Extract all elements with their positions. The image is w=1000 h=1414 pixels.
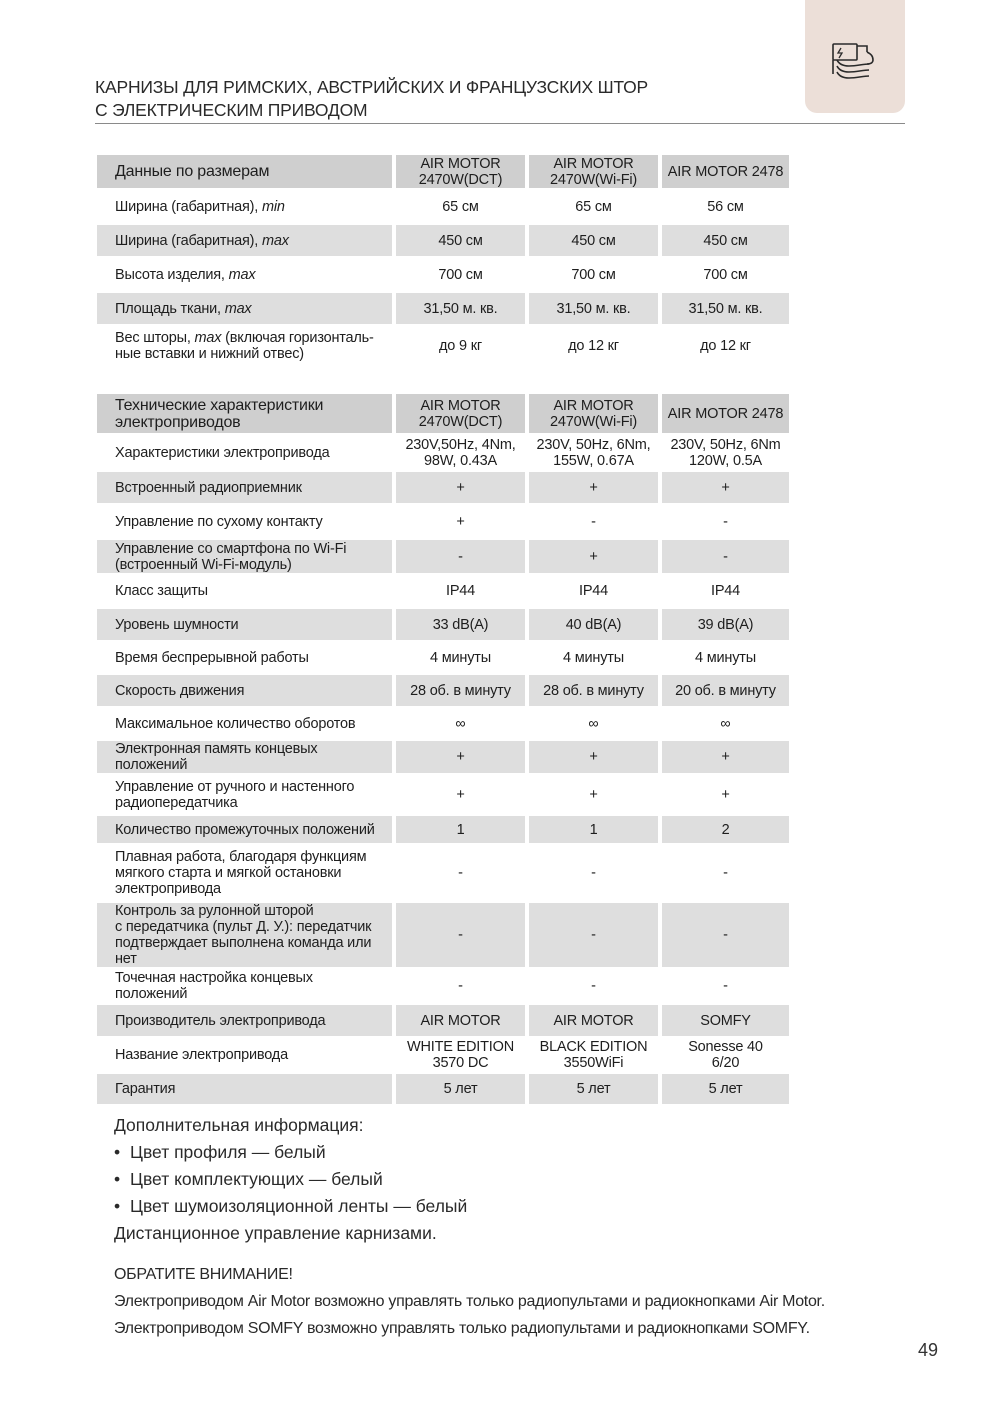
row-label: Гарантия [97, 1074, 392, 1104]
table-row [97, 293, 789, 324]
table-row [97, 816, 789, 843]
cell: - [723, 865, 728, 881]
cell: 4 минуты [430, 649, 491, 666]
cell: 28 об. в минуту [396, 675, 525, 706]
row-label: Электронная память концевых положений [97, 741, 392, 773]
row-label: Высота изделия, max [115, 266, 256, 283]
row-label: Производитель электропривода [97, 1005, 392, 1036]
row-label: Встроенный радиоприемник [97, 472, 392, 503]
header-col1: AIR MOTOR 2470W(DCT) [396, 155, 525, 188]
table-row [97, 903, 789, 967]
table-row [97, 225, 789, 256]
cell: BLACK EDITION 3550WiFi [539, 1039, 648, 1071]
cell: - [723, 978, 728, 994]
table-row [97, 327, 789, 365]
cell: 5 лет [396, 1074, 525, 1104]
list-item: • Цвет шумоизоляционной ленты — белый [114, 1196, 468, 1216]
row-label: Характеристики электропривода [115, 444, 330, 461]
additional-info [114, 1112, 874, 1342]
table-header-row [97, 394, 789, 433]
cell: 700 см [571, 266, 616, 283]
table-row [97, 540, 789, 573]
cell: 700 см [703, 266, 748, 283]
cell: до 9 кг [439, 338, 482, 354]
cell: 4 минуты [563, 649, 624, 666]
notes-intro: Дополнительная информация: [114, 1115, 364, 1135]
cell: 65 см [442, 198, 479, 215]
cell: Sonesse 40 6/20 [688, 1039, 763, 1071]
cell: IP44 [710, 583, 741, 599]
row-label: Управление со смартфона по Wi-Fi (встроенный Wi-Fi-модуль) [97, 540, 392, 573]
cell: 450 см [396, 225, 525, 256]
table-row [97, 576, 789, 606]
cell: - [458, 978, 463, 994]
section-tab [805, 0, 905, 113]
cell: 65 см [575, 198, 612, 215]
row-label: Ширина (габаритная), min [115, 198, 285, 215]
row-label: Время беспрерывной работы [115, 649, 309, 666]
row-label: Точечная настройка концевых положений [115, 970, 313, 1002]
header-col1: AIR MOTOR 2470W(DCT) [396, 394, 525, 433]
cell: + [662, 741, 789, 773]
row-label: Площадь ткани, max [97, 293, 392, 324]
warning-somfy: Электроприводом SOMFY возможно управлять только радиопультами и радиокнопками SOMFY. [114, 1320, 810, 1337]
list-item: • Цвет комплектующих — белый [114, 1169, 383, 1189]
table-row [97, 846, 789, 900]
cell: + [529, 472, 658, 503]
page-title-line2: С ЭЛЕКТРИЧЕСКИМ ПРИВОДОМ [95, 100, 368, 120]
row-label: Управление по сухому контакту [115, 513, 323, 530]
cell: 230V,50Hz, 4Nm, 98W, 0.43A [405, 436, 516, 469]
cell: ∞ [720, 715, 731, 732]
cell: ∞ [455, 715, 466, 732]
table-row [97, 1074, 789, 1104]
table-row [97, 506, 789, 537]
cell: 5 лет [529, 1074, 658, 1104]
cell: 31,50 м. кв. [662, 293, 789, 324]
cell: + [456, 513, 465, 530]
cell: 1 [396, 816, 525, 843]
cell: - [396, 540, 525, 573]
cell: 2 [662, 816, 789, 843]
cell: 56 см [707, 198, 744, 215]
page-number: 49 [918, 1340, 939, 1360]
row-label: Скорость движения [97, 675, 392, 706]
dimensions-table [93, 152, 793, 368]
cell: + [396, 741, 525, 773]
table-header-row [97, 155, 789, 188]
cell: + [529, 540, 658, 573]
cell: - [529, 903, 658, 967]
cell: 33 dB(A) [396, 609, 525, 640]
header-col2: AIR MOTOR 2470W(Wi-Fi) [529, 394, 658, 433]
tech-specs-table [93, 391, 793, 1107]
table-row [97, 776, 789, 813]
table-row [97, 1005, 789, 1036]
cell: 1 [529, 816, 658, 843]
table-row [97, 675, 789, 706]
cell: - [591, 978, 596, 994]
cell: 700 см [438, 266, 483, 283]
row-label: Класс защиты [115, 583, 208, 599]
title-divider [95, 123, 905, 124]
header-label: Технические характеристики электроприводов [97, 394, 392, 433]
header-col3: AIR MOTOR 2478 [662, 155, 789, 188]
roman-blind-motor-icon [827, 38, 879, 82]
table-row [97, 609, 789, 640]
table-row [97, 259, 789, 290]
table-row [97, 472, 789, 503]
list-item: • Цвет профиля — белый [114, 1142, 326, 1162]
cell: 40 dB(A) [529, 609, 658, 640]
cell: 39 dB(A) [662, 609, 789, 640]
header-col3: AIR MOTOR 2478 [662, 394, 789, 433]
cell: 31,50 м. кв. [396, 293, 525, 324]
page-title [95, 76, 735, 122]
cell: IP44 [578, 583, 609, 599]
table-row [97, 1039, 789, 1071]
cell: IP44 [445, 583, 476, 599]
cell: 450 см [662, 225, 789, 256]
row-label: Плавная работа, благодаря функциям мягкого старта и мягкой остановки электропривода [115, 849, 367, 897]
table-row [97, 436, 789, 469]
cell: 20 об. в минуту [662, 675, 789, 706]
table-row [97, 643, 789, 672]
row-label: Максимальное количество оборотов [115, 715, 356, 732]
cell: - [458, 865, 463, 881]
row-label: Управление от ручного и настенного радиопередатчика [115, 778, 355, 811]
cell: AIR MOTOR [396, 1005, 525, 1036]
table-row [97, 191, 789, 222]
cell: 230V, 50Hz, 6Nm, 155W, 0.67A [536, 436, 651, 469]
table-row [97, 970, 789, 1002]
remote-note: Дистанционное управление карнизами. [114, 1223, 437, 1243]
header-col2: AIR MOTOR 2470W(Wi-Fi) [529, 155, 658, 188]
cell: - [396, 903, 525, 967]
cell: + [589, 786, 598, 803]
cell: до 12 кг [700, 338, 751, 354]
row-label: Уровень шумности [97, 609, 392, 640]
cell: + [396, 472, 525, 503]
cell: SOMFY [662, 1005, 789, 1036]
cell: AIR MOTOR [529, 1005, 658, 1036]
cell: - [723, 513, 728, 530]
cell: 4 минуты [695, 649, 756, 666]
table-row [97, 741, 789, 773]
table-row [97, 709, 789, 738]
cell: - [591, 513, 596, 530]
cell: - [662, 903, 789, 967]
cell: + [529, 741, 658, 773]
row-label: Название электропривода [115, 1047, 288, 1063]
warning-air-motor: Электроприводом Air Motor возможно управлять только радиопультами и радиокнопками Air Motor. [114, 1293, 825, 1310]
cell: WHITE EDITION 3570 DC [407, 1039, 514, 1071]
row-label: Ширина (габаритная), max [97, 225, 392, 256]
cell: 28 об. в минуту [529, 675, 658, 706]
page-title-line1: КАРНИЗЫ ДЛЯ РИМСКИХ, АВСТРИЙСКИХ И ФРАНЦУЗСКИХ ШТОР [95, 77, 649, 97]
cell: + [456, 786, 465, 803]
cell: до 12 кг [568, 338, 619, 354]
cell: ∞ [588, 715, 599, 732]
cell: - [591, 865, 596, 881]
cell: 230V, 50Hz, 6Nm 120W, 0.5A [670, 436, 781, 469]
cell: 5 лет [662, 1074, 789, 1104]
row-label: Количество промежуточных положений [97, 816, 392, 843]
row-label: Контроль за рулонной шторой с передатчика (пульт Д. У.): передатчик подтверждает выполнена команда или нет [97, 903, 392, 967]
attention-heading: ОБРАТИТЕ ВНИМАНИЕ! [114, 1266, 293, 1283]
cell: 31,50 м. кв. [529, 293, 658, 324]
cell: - [662, 540, 789, 573]
cell: 450 см [529, 225, 658, 256]
cell: + [662, 472, 789, 503]
header-label: Данные по размерам [97, 155, 392, 188]
cell: + [721, 786, 730, 803]
row-label: Вес шторы, max (включая горизонталь- ные вставки и нижний отвес) [115, 330, 374, 362]
